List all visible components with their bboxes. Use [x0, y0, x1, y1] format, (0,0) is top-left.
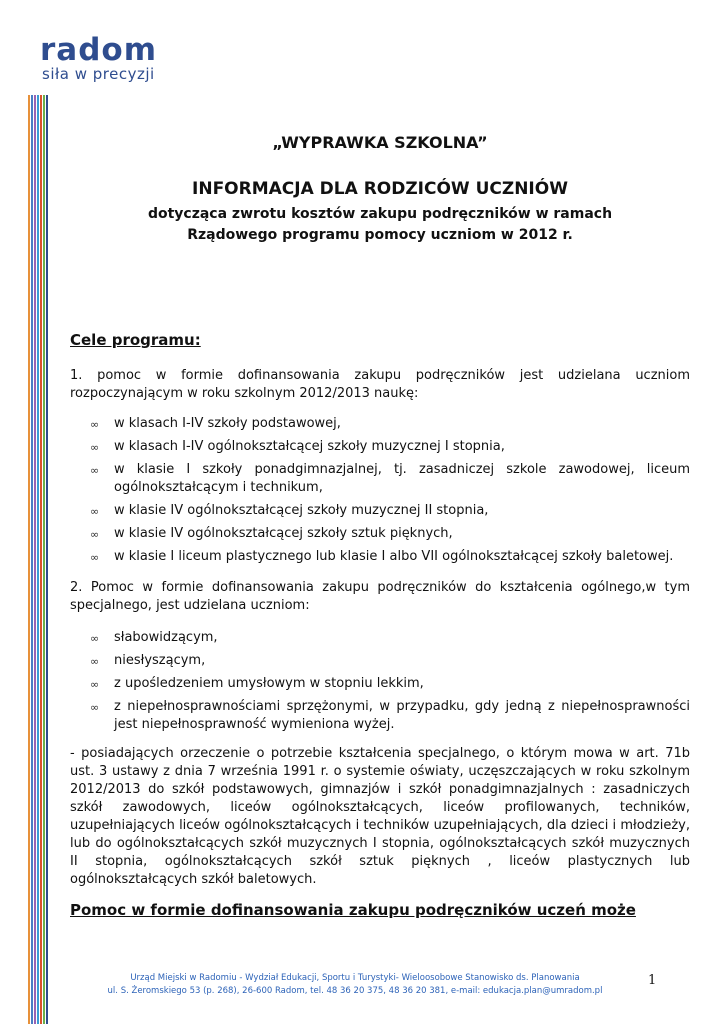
bullet-icon: ∞: [90, 528, 100, 541]
section-heading-goals: Cele programu:: [70, 331, 201, 349]
bullet-icon: ∞: [90, 701, 100, 714]
page-footer: [100, 972, 610, 998]
stripe: [31, 95, 33, 1024]
footer-line-1: Urząd Miejski w Radomiu - Wydział Edukacji, Sportu i Turystyki- Wieloosobowe Stanowisko ds. Planowania: [130, 973, 580, 983]
stripe: [37, 95, 39, 1024]
list-item: ∞ z niepełnosprawnościami sprzężonymi, w przypadku, gdy jedną z niepełnosprawności jest niepełnosprawność wymieniona wyżej.: [90, 699, 690, 732]
list-item: ∞ w klasie IV ogólnokształcącej szkoły sztuk pięknych,: [90, 525, 690, 543]
paragraph-1: 1. pomoc w formie dofinansowania zakupu podręczników jest udzielana uczniom rozpoczynającym w roku szkolnym 2012/2013 naukę:: [70, 368, 690, 401]
bullet-icon: ∞: [90, 505, 100, 518]
list-item: ∞ w klasach I-IV szkoły podstawowej,: [90, 415, 690, 433]
bullet-icon: ∞: [90, 551, 100, 564]
bullet-icon: ∞: [90, 655, 100, 668]
stripe: [43, 95, 45, 1024]
stripe: [34, 95, 36, 1024]
section-heading-support: Pomoc w formie dofinansowania zakupu podręczników uczeń może: [70, 901, 636, 919]
document-subtitle-detail: [70, 204, 690, 246]
stripe: [46, 95, 48, 1024]
bullet-icon: ∞: [90, 441, 100, 454]
list-item: ∞ w klasie IV ogólnokształcącej szkoły muzycznej II stopnia,: [90, 502, 690, 520]
list-item: ∞ niesłyszącym,: [90, 652, 690, 670]
list-item: ∞ z upośledzeniem umysłowym w stopniu lekkim,: [90, 675, 690, 693]
document-subtitle: INFORMACJA DLA RODZICÓW UCZNIÓW: [192, 179, 568, 199]
stripe: [40, 95, 42, 1024]
logo-tagline: siła w precyzji: [42, 65, 155, 83]
list-item: ∞ słabowidzącym,: [90, 629, 690, 647]
page-number: 1: [648, 973, 657, 988]
stripe: [28, 95, 30, 1024]
paragraph-3: - posiadających orzeczenie o potrzebie kształcenia specjalnego, o którym mowa w art. 71b ust. 3 ustawy z dnia 7 września 1991 r. o systemie oświaty, uczęszczających w roku szkolnym 2012/2013 do szkół podstawowych, gimnazjów i szkół ponadgimnazjalnych : zasadniczych szkół zawodowych, liceów ogólnokształcących, liceów profilowanych, techników, uzupełniających liceów ogólnokształcących i techników uzupełniających, dla dzieci i młodzieży, lub do ogólnokształcących szkół muzycznych I stopnia, ogólnokształcących szkół muzycznych II stopnia, ogólnokształcących szkół sztuk pięknych , liceów plastycznych lub ogólnokształcących szkół baletowych.: [70, 746, 690, 887]
list-item: ∞ w klasie I liceum plastycznego lub klasie I albo VII ogólnokształcącej szkoły baletowej.: [90, 548, 690, 566]
bullet-icon: ∞: [90, 464, 100, 477]
document-title: „WYPRAWKA SZKOLNA”: [272, 133, 488, 152]
bullet-icon: ∞: [90, 418, 100, 431]
logo-word: radom: [40, 32, 157, 68]
bullet-icon: ∞: [90, 632, 100, 645]
footer-line-2: ul. S. Żeromskiego 53 (p. 268), 26-600 Radom, tel. 48 36 20 375, 48 36 20 381, e-mail: edukacja.plan@umradom.pl: [107, 986, 603, 996]
bullet-icon: ∞: [90, 678, 100, 691]
list-eligible-students: [90, 629, 690, 739]
subtitle-line-3: Rządowego programu pomocy uczniom w 2012 r.: [187, 227, 573, 243]
list-eligible-classes: [90, 415, 690, 571]
list-item: ∞ w klasach I-IV ogólnokształcącej szkoły muzycznej I stopnia,: [90, 438, 690, 456]
subtitle-line-2: dotycząca zwrotu kosztów zakupu podręczników w ramach: [147, 206, 613, 222]
paragraph-2: 2. Pomoc w formie dofinansowania zakupu podręczników do kształcenia ogólnego,w tym specjalnego, jest udzielana uczniom:: [70, 580, 690, 613]
radom-logo: [40, 34, 157, 82]
list-item: ∞ w klasie I szkoły ponadgimnazjalnej, tj. zasadniczej szkole zawodowej, liceum ogólnokształcącym i technikum,: [90, 462, 690, 495]
decorative-stripes: [28, 95, 49, 1024]
